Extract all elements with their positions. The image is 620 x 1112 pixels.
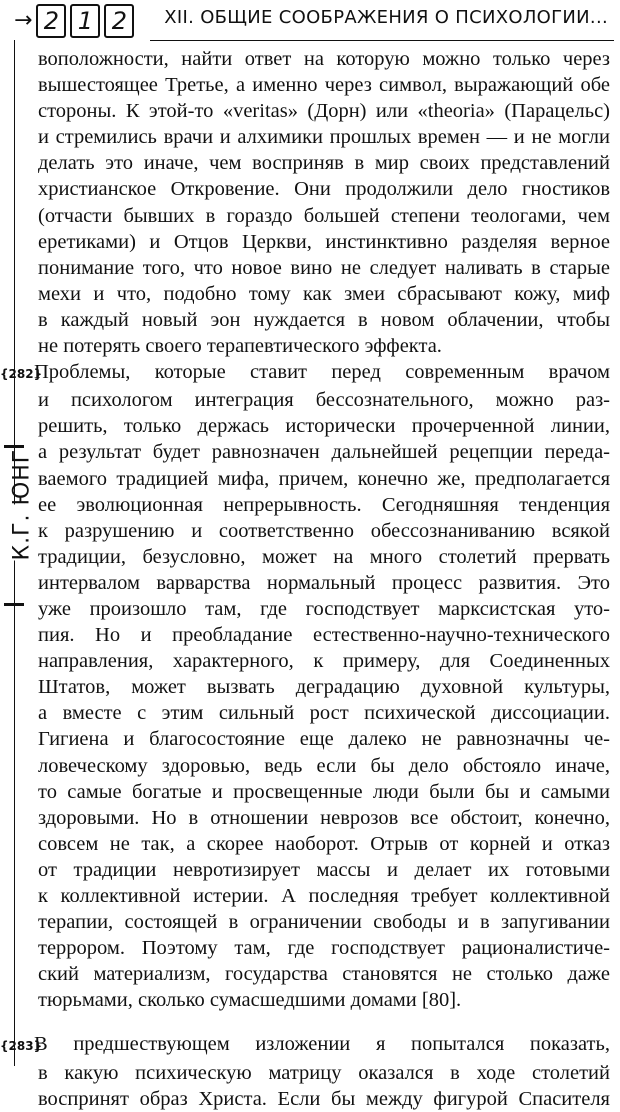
running-head: XII. ОБЩИЕ СООБРАЖЕНИЯ О ПСИХОЛОГИИ...: [164, 7, 608, 28]
page-digit: 2: [104, 4, 134, 38]
text-line: [38, 544, 610, 570]
line-text: направления, характерного, к примеру, для Соединенных: [38, 650, 610, 673]
paragraph-number: {283}: [0, 1039, 43, 1054]
line-text: решить, только держась исторически прочерченной линии,: [38, 415, 610, 438]
text-line: [38, 622, 610, 648]
line-text: от традиции невротизирует массы и делает их готовыми: [38, 858, 610, 881]
text-line: [38, 987, 610, 1013]
text-line: [38, 98, 610, 124]
text-line: [38, 124, 610, 150]
line-text: террором. Поэтому там, где господствует рационалистиче-: [38, 937, 610, 960]
text-line: [38, 387, 610, 413]
text-line: [38, 307, 610, 333]
line-text: уже произошло там, где господствует марксистская уто-: [38, 597, 610, 620]
page-digit: 2: [36, 4, 66, 38]
line-text: здоровыми. Но в отношении неврозов все обстоит, конечно,: [38, 806, 610, 829]
arrow-right-icon: →: [14, 8, 33, 33]
side-bracket-top: [4, 445, 24, 448]
text-line: [38, 779, 610, 805]
line-text: совсем не так, а скорее наоборот. Отрыв от корней и отказ: [38, 832, 610, 855]
text-line: [38, 753, 610, 779]
text-line: [38, 935, 610, 961]
text-line: [38, 909, 610, 935]
line-text: и психологом интеграция бессознательного, можно раз-: [38, 389, 610, 412]
text-line: [38, 413, 610, 439]
text-line: [38, 439, 610, 465]
line-text: стороны. К этой-то «veritas» (Дорн) или «theoria» (Парацельс): [38, 100, 610, 123]
text-line: [38, 831, 610, 857]
line-text: ее эволюционная непрерывность. Сегодняшняя тенденция: [38, 493, 610, 516]
text-line: [38, 674, 610, 700]
line-text: еретиками) и Отцов Церкви, инстинктивно разделяя верное: [38, 230, 610, 253]
line-text: то самые богатые и просвещенные люди были бы и самыми: [38, 780, 610, 803]
line-text: Проблемы, которые ставит перед современным врачом: [34, 361, 610, 384]
line-text: в какую психическую матрицу оказался в ходе столетий: [38, 1061, 610, 1084]
line-text: мехи и что, подобно тому как змеи сбрасывают кожу, миф: [38, 282, 610, 305]
text-line: [38, 805, 610, 831]
side-bracket-bottom: [4, 603, 24, 606]
line-text: ваемого традицией мифа, причем, конечно же, предполагается: [38, 467, 610, 490]
text-line: [38, 72, 610, 98]
line-text: ловеческому здоровью, ведь если бы дело обстояло иначе,: [38, 754, 610, 777]
line-text: а вместе с этим сильный рост психической диссоциации.: [38, 702, 610, 725]
text-line: [0, 359, 610, 387]
line-text: Гигиена и благосостояние еще далеко не равнозначны че-: [38, 728, 610, 751]
line-text: В предшествующем изложении я попытался показать,: [34, 1033, 610, 1056]
line-text: Штатов, может вызвать деградацию духовной культуры,: [38, 676, 610, 699]
text-line: [38, 1060, 610, 1086]
text-line: [38, 596, 610, 622]
text-line: [38, 492, 610, 518]
text-line: [38, 176, 610, 202]
paragraph-number: {282}: [0, 367, 43, 382]
text-line: [38, 255, 610, 281]
line-text: пия. Но и преобладание естественно-научно-технического: [38, 624, 610, 647]
paragraph-283: [0, 1031, 610, 1111]
text-line: [38, 333, 610, 359]
line-text: воположности, найти ответ на которую можно только через: [38, 48, 610, 70]
text-line: [38, 883, 610, 909]
line-text: а результат будет равнозначен дальнейшей рецепции переда-: [38, 441, 610, 464]
header-rule: [150, 40, 614, 41]
side-author-label: К.Г. ЮНГ: [9, 448, 35, 561]
text-line: [0, 1031, 610, 1059]
paragraph-continued: [38, 46, 610, 359]
page-number-box: [14, 4, 134, 38]
line-text: терапии, состоящей в ограничении свободы и в запугивании: [38, 911, 610, 934]
line-text: к разрушению и соответственно обессознаниванию всякой: [38, 519, 610, 542]
text-line: [38, 229, 610, 255]
line-text: вышестоящее Третье, а именно через символ, выражающий обе: [38, 74, 610, 97]
line-text: воспринят образ Христа. Если бы между фигурой Спасителя: [38, 1087, 610, 1110]
text-line: [38, 1086, 610, 1112]
text-line: [38, 466, 610, 492]
text-line: [38, 961, 610, 987]
line-text: традиции, безусловно, может на много столетий прервать: [38, 545, 610, 568]
page-digit: 1: [70, 4, 100, 38]
text-line: [38, 726, 610, 752]
text-line: [38, 281, 610, 307]
line-text: и стремились врачи и алхимики прошлых времен — и не могли: [38, 126, 610, 149]
line-text: к коллективной истерии. А последняя требует коллективной: [38, 885, 610, 907]
text-line: [38, 700, 610, 726]
line-text: интервалом варварства нормальный процесс развития. Это: [38, 571, 610, 594]
line-text: ский материализм, государства становятся не столько даже: [38, 963, 610, 986]
line-text: христианское Откровение. Они продолжили дело гностиков: [38, 178, 610, 201]
text-line: [38, 857, 610, 883]
text-line: [38, 570, 610, 596]
text-line: [38, 203, 610, 229]
text-line: [38, 46, 610, 72]
text-line: [38, 150, 610, 176]
line-text: делать это иначе, чем восприняв в мир своих представлений: [38, 152, 610, 175]
text-line: [38, 518, 610, 544]
line-text: в каждый новый эон нуждается в новом облачении, чтобы: [38, 308, 610, 331]
text-line: [38, 648, 610, 674]
line-text: (отчасти бывших в гораздо большей степени теологами, чем: [38, 204, 610, 227]
line-text: тюрьмами, сколько сумасшедшими домами [80].: [38, 989, 462, 1012]
line-text: понимание того, что новое вино не следует наливать в старые: [38, 256, 610, 279]
line-text: не потерять своего терапевтического эффекта.: [38, 335, 442, 358]
